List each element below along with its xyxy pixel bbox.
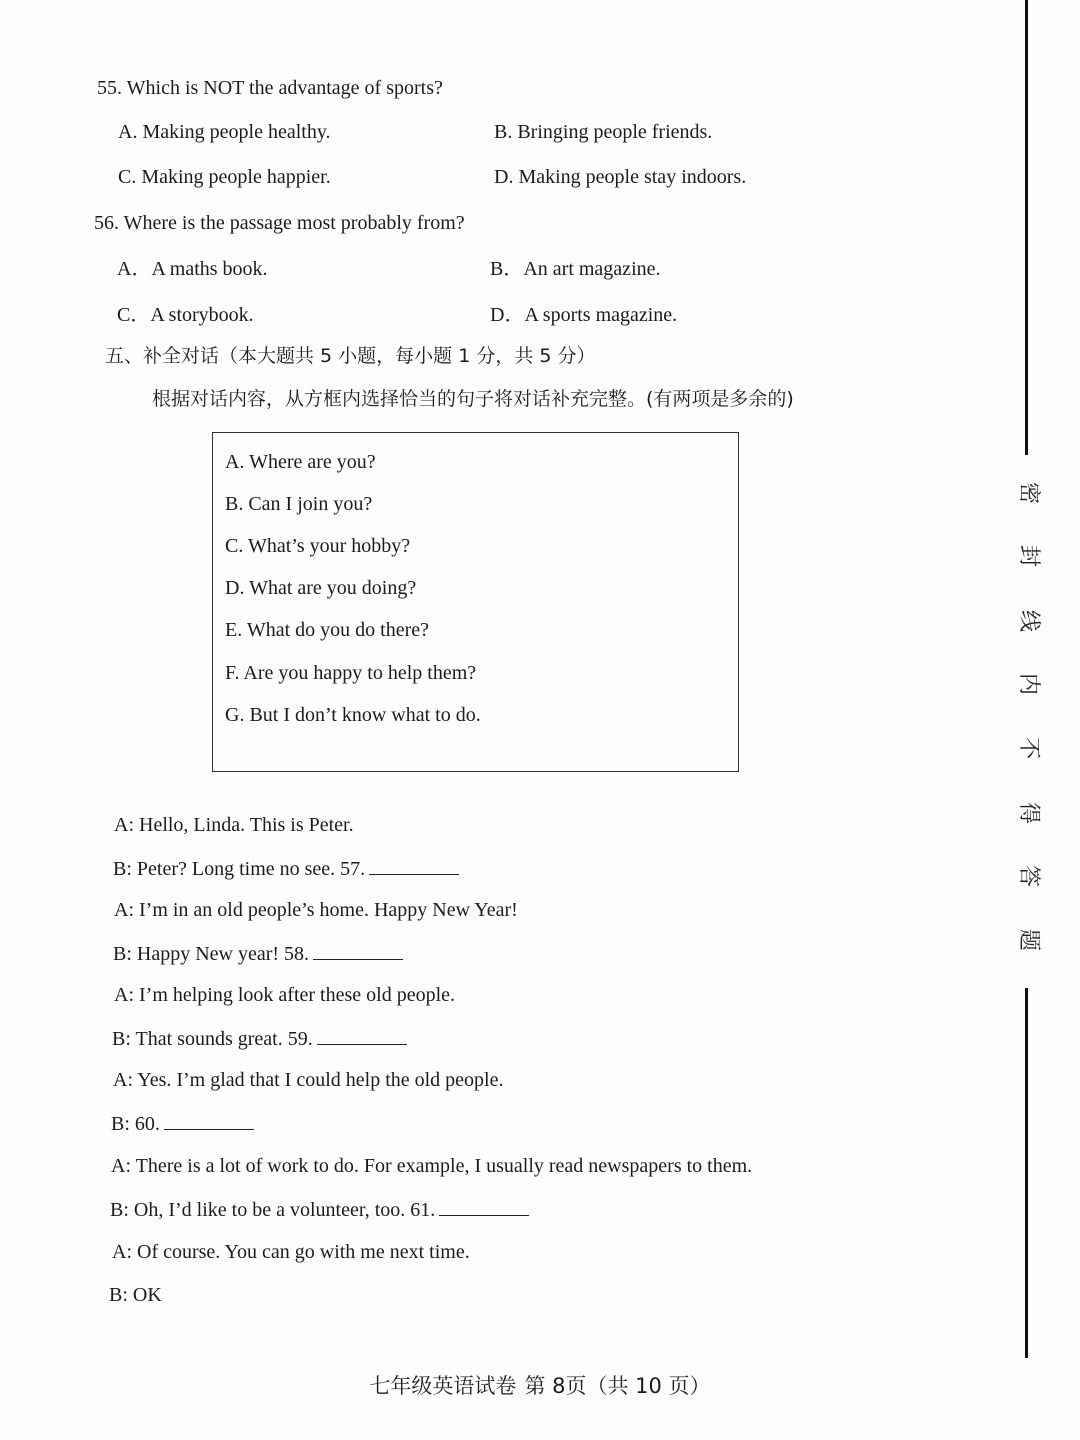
dialogue-line (114, 983, 455, 1007)
dialogue-text: B: Oh, I’d like to be a volunteer, too. 61. (110, 1199, 436, 1221)
option-item: A. Where are you? (225, 451, 376, 473)
seal-char: 题 (1016, 928, 1041, 951)
answer-blank[interactable] (313, 941, 403, 960)
dialogue-line (110, 1197, 529, 1222)
dialogue-text: A: Of course. You can go with me next time. (112, 1241, 470, 1263)
dialogue-text: B: 60. (111, 1113, 160, 1135)
q56-option-a: A．A maths book. (117, 258, 268, 280)
q55-option-b: B. Bringing people friends. (494, 121, 713, 143)
dialogue-line (111, 1154, 752, 1178)
dialogue-line (113, 1068, 504, 1092)
dialogue-line (109, 1283, 162, 1307)
option-item: F. Are you happy to help them? (225, 662, 477, 684)
answer-blank[interactable] (317, 1026, 407, 1045)
q56-option-d: D．A sports magazine. (490, 304, 678, 326)
dialogue-line (112, 1026, 407, 1051)
footer-title: 七年级英语试卷 (369, 1374, 517, 1398)
q56-option-c: C．A storybook. (117, 304, 254, 326)
option-item: G. But I don’t know what to do. (225, 704, 481, 726)
dialogue-line (113, 941, 403, 966)
options-box (212, 432, 739, 772)
dialogue-line (112, 1240, 470, 1264)
seal-char: 答 (1016, 864, 1041, 887)
answer-blank[interactable] (164, 1111, 254, 1130)
q55-option-d: D. Making people stay indoors. (494, 166, 747, 188)
dialogue-text: B: Happy New year! 58. (113, 943, 310, 965)
footer-page: 第 8页（共 10 页） (524, 1374, 711, 1398)
option-item: D. What are you doing? (225, 577, 417, 599)
option-item: C. What’s your hobby? (225, 535, 411, 557)
dialogue-text: B: OK (109, 1284, 162, 1306)
seal-char: 内 (1016, 672, 1041, 695)
dialogue-text: B: Peter? Long time no see. 57. (113, 858, 366, 880)
section-heading: 五、补全对话（本大题共 5 小题，每小题 1 分，共 5 分） (105, 345, 596, 367)
dialogue-text: A: Hello, Linda. This is Peter. (114, 814, 354, 836)
dialogue-text: A: Yes. I’m glad that I could help the old people. (113, 1069, 504, 1091)
question-56: 56. Where is the passage most probably from? (94, 212, 465, 234)
q55-option-a: A. Making people healthy. (118, 121, 331, 143)
q55-option-c: C. Making people happier. (118, 166, 331, 188)
dialogue-text: A: I’m helping look after these old people. (114, 984, 456, 1006)
answer-blank[interactable] (369, 856, 459, 875)
seal-char: 得 (1016, 801, 1041, 824)
seal-char: 封 (1016, 544, 1041, 567)
question-55: 55. Which is NOT the advantage of sports? (97, 77, 443, 99)
dialogue-line (114, 813, 354, 837)
option-item: E. What do you do there? (225, 619, 430, 641)
dialogue-text: A: There is a lot of work to do. For example, I usually read newspapers to them. (111, 1155, 753, 1177)
seal-char: 线 (1016, 609, 1041, 632)
answer-blank[interactable] (439, 1197, 529, 1216)
seal-char: 不 (1016, 736, 1041, 759)
option-item: B. Can I join you? (225, 493, 373, 515)
dialogue-line (113, 856, 459, 881)
dialogue-text: B: That sounds great. 59. (112, 1028, 313, 1050)
q56-option-b: B．An art magazine. (490, 258, 661, 280)
page-footer (0, 1373, 1080, 1399)
dialogue-line (114, 898, 518, 922)
seal-char: 密 (1016, 481, 1041, 504)
seal-line-bottom (1025, 988, 1028, 1358)
dialogue-text: A: I’m in an old people’s home. Happy New Year! (114, 899, 518, 921)
dialogue-line (111, 1111, 254, 1136)
seal-line-top (1025, 0, 1028, 455)
section-instruction: 根据对话内容，从方框内选择恰当的句子将对话补充完整。(有两项是多余的) (152, 388, 794, 410)
